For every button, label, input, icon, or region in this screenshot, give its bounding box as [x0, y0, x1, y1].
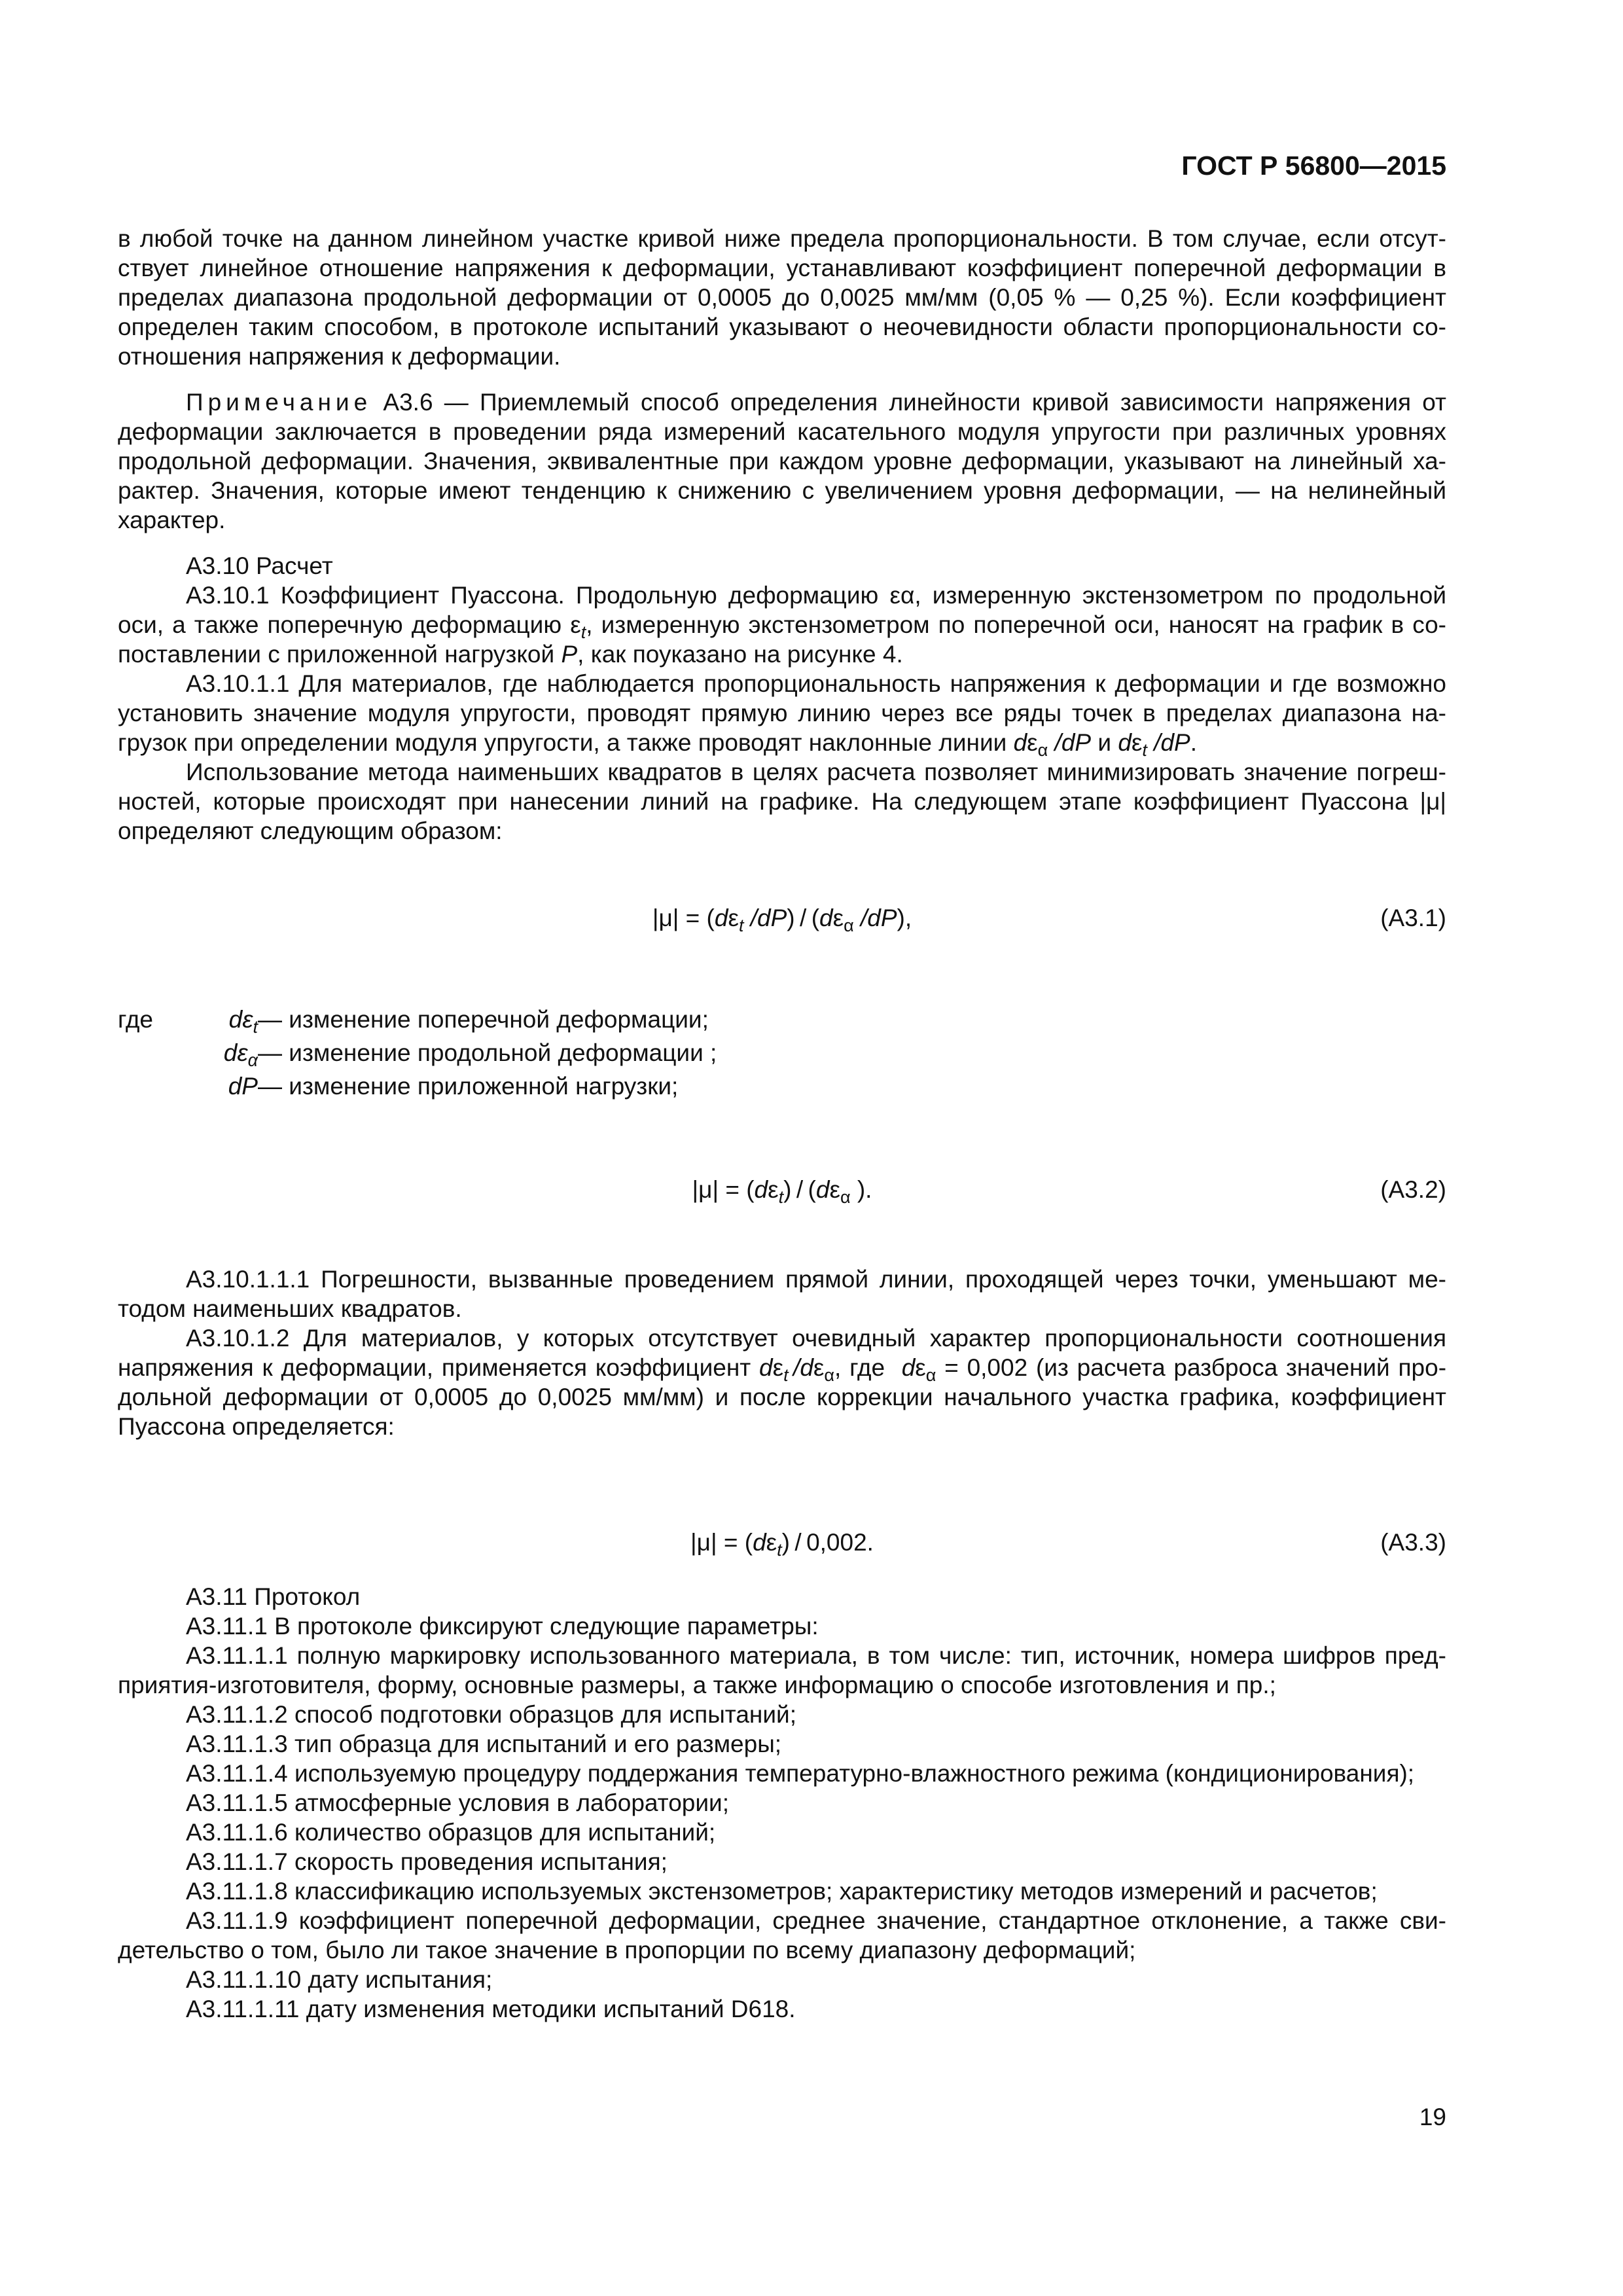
least-squares-paragraph: Использование метода наименьших квадратов в целях расчета позволяет минимизировать значение погреш-ностей, которые происходят при нанесении линий на графике. На следующем этапе коэффициент Пуассона |μ| определяют следующим образом: — [118, 759, 1446, 844]
page-number: 19 — [1419, 2104, 1446, 2130]
equation-a3-2-formula: $|\mu| = (d\varepsilon_t) / (d\varepsilon_\alpha$ ). — [692, 1176, 872, 1207]
equation-a3-1-formula: $|\mu| = (d\varepsilon_t$ $/dP) / (d\varepsilon_\alpha$ /dP), — [652, 905, 912, 935]
equation-a3-2-number: (А3.2) — [1380, 1176, 1446, 1203]
where-label: где — [118, 1006, 154, 1033]
section-a3-10-heading: А3.10 Расчет — [186, 552, 333, 579]
note-text: А3.6 — Приемлемый способ определения линейности кривой зависимости напряжения от деформации заключается в проведении ряда измерений касательного модуля упругости при различных уровнях продольной деформации. Значения, эквивалентные при каждом уровне деформации, указывают на линейный ха-рактер. Значения, которые имеют тенденцию к снижению с увеличением уровня деформации, — на нелинейный характер. — [118, 389, 1446, 533]
equation-a3-3-number: (А3.3) — [1380, 1529, 1446, 1556]
clause-a3-10-1-2: А3.10.1.2 Для материалов, у которых отсутствует очевидный характер пропорциональности соотношения напряжения к деформации, применяется коэффициент $d\varepsilon_t$ $/d\varepsilon_\alpha$, где $d\varepsilon_\alpha = 0,002$ (из расчета разброса значений про-дольной деформации от 0,0005 до 0,0025 мм/мм) и после коррекции начального участка графика, коэффициент Пуассона определяется: — [118, 1325, 1447, 1440]
note-label: Примечание — [186, 389, 372, 416]
equation-a3-1-number: (А3.1) — [1380, 905, 1446, 931]
clause-a3-10-1: А3.10.1 Коэффициент Пуассона. Продольную деформацию εα, измеренную экстензометром по продольной оси, а также поперечную деформацию $\varepsilon_t$, измеренную экстензометром по поперечной оси, наносят на график в со-поставлении с приложенной нагрузкой P, как поуказано на рисунке 4. — [118, 582, 1447, 668]
clause-a3-10-1-1: А3.10.1.1 Для материалов, где наблюдается пропорциональность напряжения к деформации и где возможно установить значение модуля упругости, проводят прямую линию через все ряды точек в пределах диапазона на-грузок при определении модуля упругости, а также проводят наклонные линии $d\varepsilon_\alpha$ /dP и $d\varepsilon_t$ /dP. — [118, 670, 1446, 760]
section-a3-11-heading: А3.11 Протокол — [186, 1583, 361, 1610]
where-desc-load: — изменение приложенной нагрузки; — [258, 1073, 679, 1100]
equation-a3-3-formula: $|\mu| = (d\varepsilon_t) / 0,002$. — [690, 1529, 874, 1560]
protocol-item-3: А3.11.1.3 тип образца для испытаний и его размеры; — [186, 1731, 782, 1757]
protocol-item-7: А3.11.1.7 скорость проведения испытания; — [186, 1848, 668, 1875]
protocol-item-8: А3.11.1.8 классификацию используемых экстензометров; характеристику методов измерений и расчетов; — [186, 1878, 1378, 1905]
symbol-dp: dP — [228, 1073, 258, 1100]
clause-a3-10-1-1-1: А3.10.1.1.1 Погрешности, вызванные проведением прямой линии, проходящей через точки, уменьшают ме-тодом наименьших квадратов. — [118, 1266, 1446, 1322]
protocol-item-4: А3.11.1.4 используемую процедуру поддержания температурно-влажностного режима (кондиционирования); — [186, 1760, 1415, 1787]
protocol-item-10: А3.11.1.10 дату испытания; — [186, 1966, 493, 1993]
equation-a3-2 — [118, 1175, 1446, 1208]
paragraph-continuation: в любой точке на данном линейном участке кривой ниже предела пропорциональности. В том случае, если отсут-ствует линейное отношение напряжения к деформации, устанавливают коэффициент поперечной деформации в пределах диапазона продольной деформации от 0,0005 до 0,0025 мм/мм (0,05 % — 0,25 %). Если коэффициент определен таким способом, в протоколе испытаний указывают о неочевидности области пропорциональности со-отношения напряжения к деформации. — [118, 225, 1446, 370]
protocol-item-6: А3.11.1.6 количество образцов для испытаний; — [186, 1819, 716, 1846]
clause-a3-11-1: А3.11.1 В протоколе фиксируют следующие параметры: — [186, 1613, 819, 1640]
equation-a3-3 — [118, 1528, 1446, 1560]
protocol-item-5: А3.11.1.5 атмосферные условия в лаборатории; — [186, 1789, 729, 1816]
equation-a3-1 — [118, 903, 1446, 936]
standard-designation: ГОСТ Р 56800—2015 — [1181, 151, 1446, 181]
protocol-item-2: А3.11.1.2 способ подготовки образцов для испытаний; — [186, 1701, 796, 1728]
where-desc-longitudinal: — изменение продольной деформации ; — [258, 1039, 717, 1066]
symbol-d-epsilon-alpha: $d\varepsilon_\alpha$ — [223, 1039, 258, 1070]
protocol-item-1: А3.11.1.1 полную маркировку использованного материала, в том числе: тип, источник, номера шифров пред-приятия-изготовителя, форму, основные размеры, а также информацию о способе изготовления и пр.; — [118, 1642, 1446, 1698]
symbol-d-epsilon-t: $d\varepsilon_t$ — [228, 1006, 258, 1037]
protocol-item-11: А3.11.1.11 дату изменения методики испытаний D618. — [186, 1996, 796, 2022]
note-a3-6 — [118, 387, 1446, 535]
where-desc-transverse: — изменение поперечной деформации; — [258, 1006, 709, 1033]
protocol-item-9: А3.11.1.9 коэффициент поперечной деформации, среднее значение, стандартное отклонение, а также сви-детельство о том, было ли такое значение в пропорции по всему диапазону деформаций; — [118, 1907, 1446, 1964]
